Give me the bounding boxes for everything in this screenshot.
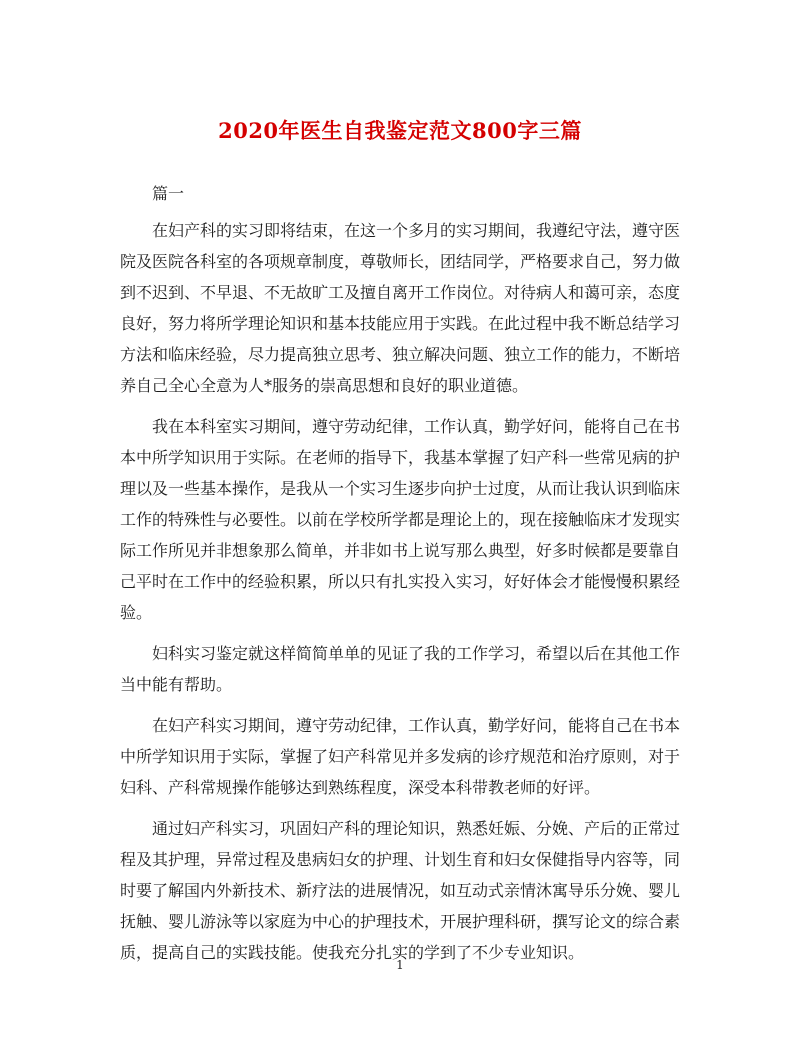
paragraph-5: 通过妇产科实习，巩固妇产科的理论知识，熟悉妊娠、分娩、产后的正常过程及其护理，异常过程及患病妇女的护理、计划生育和妇女保健指导内容等，同时要了解国内外新技术、新疗法的进展情况，如互动式亲情沐寓导乐分娩、婴儿抚触、婴儿游泳等以家庭为中心的护理技术，开展护理科研，撰写论文的综合素质，提高自己的实践技能。使我充分扎实的学到了不少专业知识。 bbox=[120, 819, 681, 962]
page-number: 1 bbox=[396, 958, 404, 972]
document-title: 2020年医生自我鉴定范文800字三篇 bbox=[218, 118, 582, 143]
paragraph-3: 妇科实习鉴定就这样简简单单的见证了我的工作学习，希望以后在其他工作当中能有帮助。 bbox=[120, 644, 681, 694]
document-body bbox=[120, 178, 680, 978]
paragraph-1: 在妇产科的实习即将结束，在这一个多月的实习期间，我遵纪守法，遵守医院及医院各科室的各项规章制度，尊敬师长，团结同学，严格要求自己，努力做到不迟到、不早退、不无故旷工及擅自离开工作岗位。对待病人和蔼可亲，态度良好，努力将所学理论知识和基本技能应用于实践。在此过程中我不断总结学习方法和临床经验，尽力提高独立思考、独立解决问题、独立工作的能力，不断培养自己全心全意为人*服务的崇高思想和良好的职业道德。 bbox=[120, 221, 681, 395]
section-label: 篇一 bbox=[152, 184, 185, 203]
paragraph-4: 在妇产科实习期间，遵守劳动纪律，工作认真，勤学好问，能将自己在书本中所学知识用于实际，掌握了妇产科常见并多发病的诊疗规范和治疗原则，对于妇科、产科常规操作能够达到熟练程度，深受本科带教老师的好评。 bbox=[120, 716, 681, 797]
paragraph-2: 我在本科室实习期间，遵守劳动纪律，工作认真，勤学好问，能将自己在书本中所学知识用于实际。在老师的指导下，我基本掌握了妇产科一些常见病的护理以及一些基本操作，是我从一个实习生逐步向护士过度，从而让我认识到临床工作的特殊性与必要性。以前在学校所学都是理论上的，现在接触临床才发现实际工作所见并非想象那么简单，并非如书上说写那么典型，好多时候都是要靠自己平时在工作中的经验积累，所以只有扎实投入实习，好好体会才能慢慢积累经验。 bbox=[120, 417, 681, 622]
